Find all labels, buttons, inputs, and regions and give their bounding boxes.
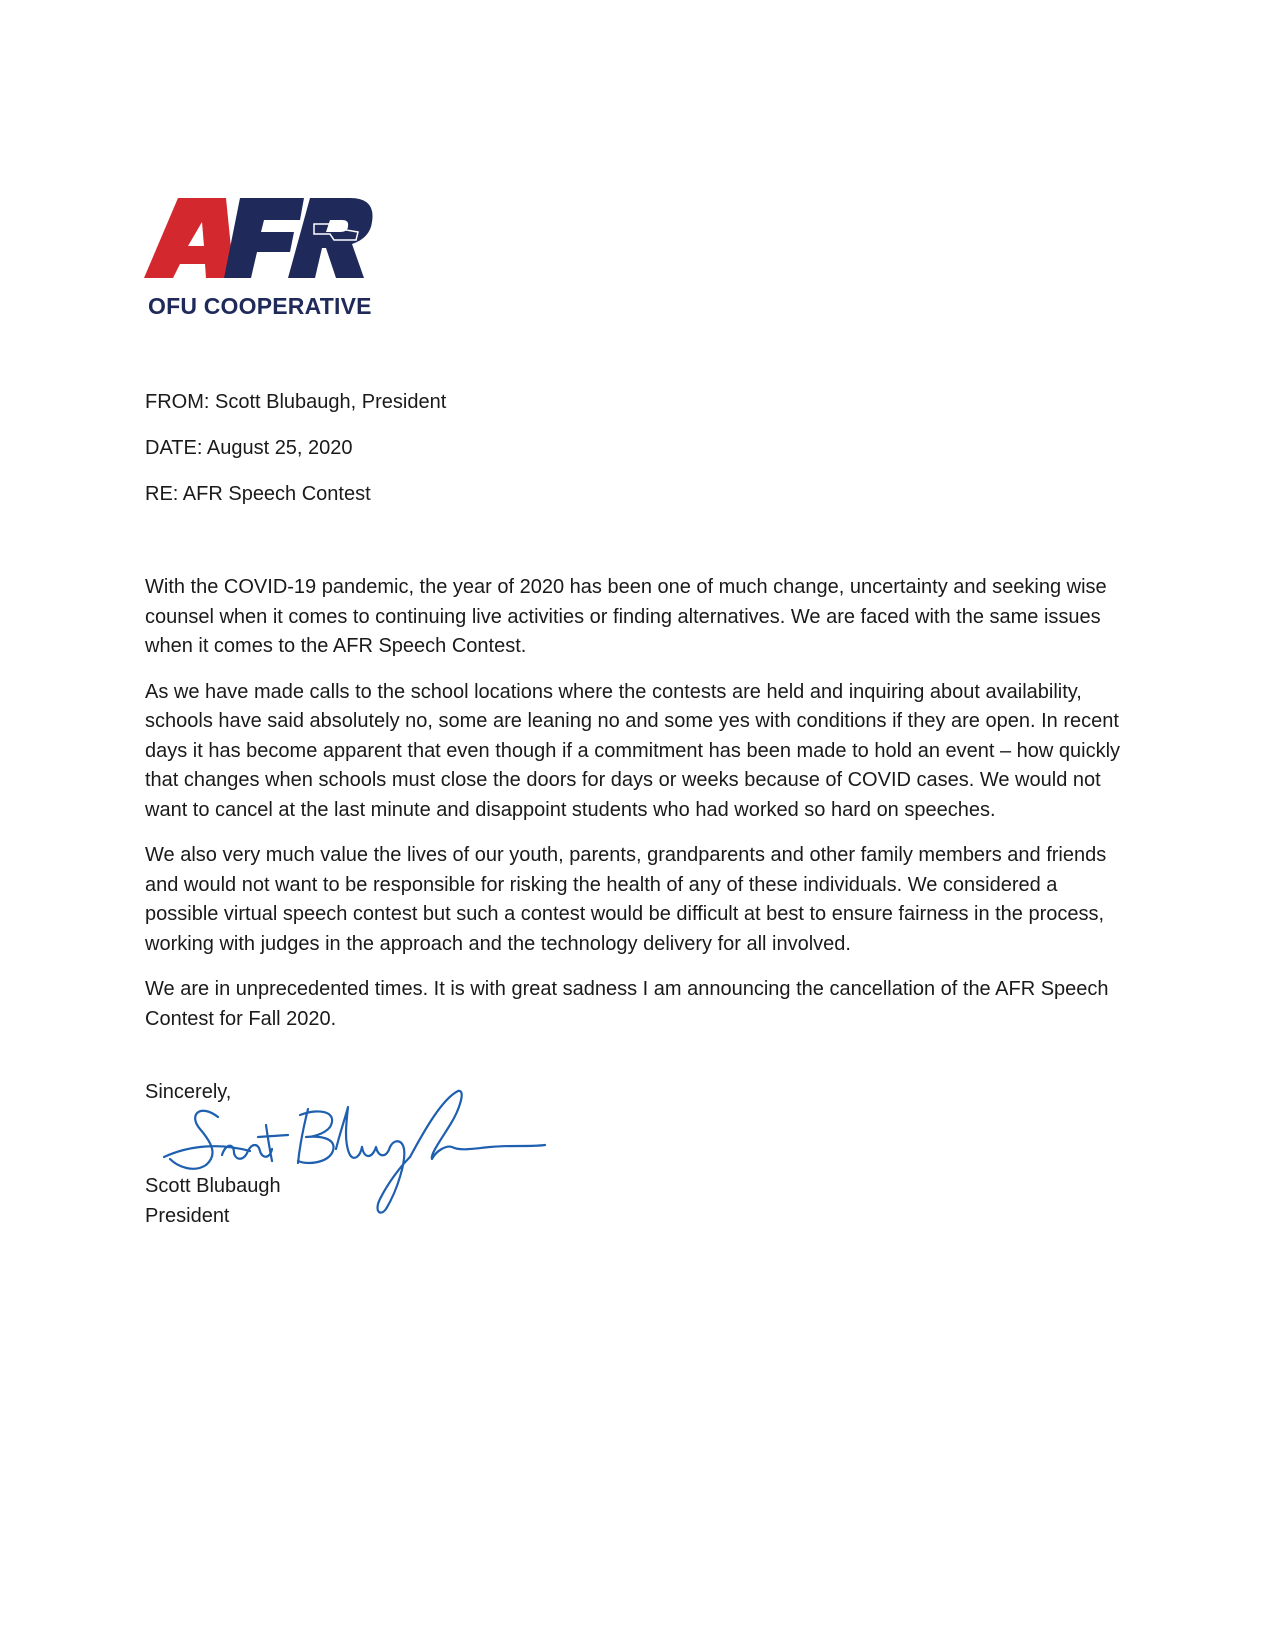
logo-letter-a <box>144 198 234 278</box>
date-line: DATE: August 25, 2020 <box>145 437 353 459</box>
handwritten-signature <box>160 1085 560 1220</box>
afr-logo-mark <box>144 196 376 288</box>
paragraph-2: As we have made calls to the school locations where the contests are held and inquiring about availability, schools have said absolutely no, some are leaning no and some yes with conditions if they are open. In recent days it has become apparent that even though if a commitment has been made to hold an event – how quickly that changes when schools must close the doors for days or weeks because of COVID cases. We would not want to cancel at the last minute and disappoint students who had worked so hard on speeches. <box>145 680 1121 821</box>
salutation: Sincerely, <box>145 1081 232 1103</box>
afr-logo <box>144 196 376 319</box>
letter-body <box>145 573 1125 1050</box>
signer-title: President <box>145 1205 230 1227</box>
re-line: RE: AFR Speech Contest <box>145 483 371 505</box>
memo-header <box>145 390 446 528</box>
signer-name: Scott Blubaugh <box>145 1175 281 1197</box>
logo-subtitle: OFU COOPERATIVE <box>148 293 372 319</box>
paragraph-1: With the COVID-19 pandemic, the year of 2020 has been one of much change, uncertainty and seeking wise counsel when it comes to continuing live activities or finding alternatives. We are faced with the same issues when it comes to the AFR Speech Contest. <box>145 576 1107 657</box>
paragraph-4: We are in unprecedented times. It is with great sadness I am announcing the cancellation of the AFR Speech Contest for Fall 2020. <box>145 978 1109 1030</box>
from-line: FROM: Scott Blubaugh, President <box>145 391 447 413</box>
paragraph-3: We also very much value the lives of our youth, parents, grandparents and other family members and friends and would not want to be responsible for risking the health of any of these individuals. We considered a possible virtual speech contest but such a contest would be difficult at best to ensure fairness in the process, working with judges in the approach and the technology delivery for all involved. <box>145 844 1107 955</box>
